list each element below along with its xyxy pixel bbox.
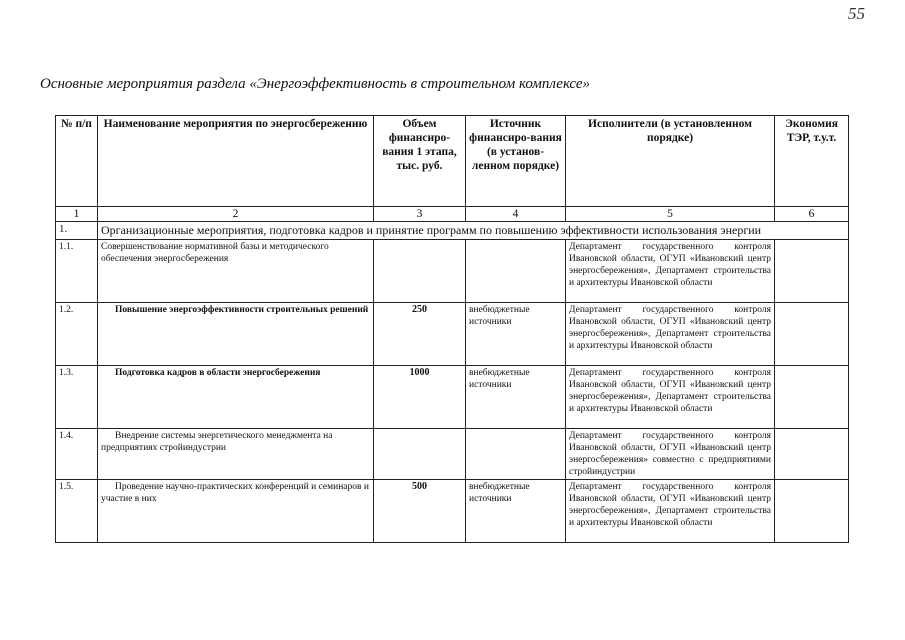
column-number: 5 (566, 207, 775, 222)
row-source (466, 429, 566, 480)
row-name-text: Повышение энергоэффективности строительных решений (115, 305, 369, 315)
row-executors: Департамент государственного контроля Ивановской области, ОГУП «Ивановский центр энергосбережения», Департамент строительства и архитектуры Ивановской области (566, 303, 775, 366)
row-volume (374, 240, 466, 303)
row-executors: Департамент государственного контроля Ивановской области, ОГУП «Ивановский центр энергосбережения», Департамент строительства и архитектуры Ивановской области (566, 480, 775, 543)
row-executors: Департамент государственного контроля Ивановской области, ОГУП «Ивановский центр энергосбережения» совместно с предприятиями стройиндустрии (566, 429, 775, 480)
row-volume: 250 (374, 303, 466, 366)
row-volume: 500 (374, 480, 466, 543)
column-number: 6 (775, 207, 849, 222)
row-volume: 1000 (374, 366, 466, 429)
document-title: Основные мероприятия раздела «Энергоэффективность в строительном комплексе» (40, 76, 591, 92)
table-row (56, 429, 849, 480)
row-savings (775, 366, 849, 429)
table-row (56, 240, 849, 303)
row-number: 1.4. (56, 429, 98, 480)
column-number: 4 (466, 207, 566, 222)
row-executors: Департамент государственного контроля Ивановской области, ОГУП «Ивановский центр энергосбережения», Департамент строительства и архитектуры Ивановской области (566, 240, 775, 303)
header-row (56, 116, 849, 207)
row-name-text: Подготовка кадров в области энергосбережения (115, 368, 321, 378)
column-number-row (56, 207, 849, 222)
measures-table (55, 115, 849, 543)
row-source: внебюджетные источники (466, 480, 566, 543)
row-savings (775, 303, 849, 366)
table-row (56, 366, 849, 429)
row-savings (775, 240, 849, 303)
table-row (56, 303, 849, 366)
header-num: № п/п (56, 116, 98, 207)
table-row (56, 480, 849, 543)
header-savings: Экономия ТЭР, т.у.т. (775, 116, 849, 207)
row-number: 1.1. (56, 240, 98, 303)
row-name (98, 480, 374, 543)
row-volume (374, 429, 466, 480)
page-number: 55 (848, 4, 865, 23)
row-name: Совершенствование нормативной базы и методического обеспечения энергосбережения (98, 240, 374, 303)
section-title: Организационные мероприятия, подготовка кадров и принятие программ по повышению эффективности использования энергии (98, 222, 849, 240)
row-number: 1.2. (56, 303, 98, 366)
header-executors: Исполнители (в установленном порядке) (566, 116, 775, 207)
header-source: Источник финансиро-вания (в установ-ленном порядке) (466, 116, 566, 207)
row-name (98, 303, 374, 366)
header-name: Наименование мероприятия по энергосбережению (98, 116, 374, 207)
row-executors: Департамент государственного контроля Ивановской области, ОГУП «Ивановский центр энергосбережения», Департамент строительства и архитектуры Ивановской области (566, 366, 775, 429)
column-number: 2 (98, 207, 374, 222)
section-number: 1. (56, 222, 98, 240)
section-row (56, 222, 849, 240)
row-savings (775, 480, 849, 543)
row-source: внебюджетные источники (466, 303, 566, 366)
row-name-text: Проведение научно-практических конференций и семинаров и участие в них (101, 482, 369, 504)
row-name (98, 429, 374, 480)
row-number: 1.3. (56, 366, 98, 429)
column-number: 1 (56, 207, 98, 222)
row-name (98, 366, 374, 429)
row-source (466, 240, 566, 303)
row-source: внебюджетные источники (466, 366, 566, 429)
header-volume: Объем финансиро-вания 1 этапа, тыс. руб. (374, 116, 466, 207)
row-number: 1.5. (56, 480, 98, 543)
column-number: 3 (374, 207, 466, 222)
row-savings (775, 429, 849, 480)
row-name-text: Внедрение системы энергетического менеджмента на предприятиях стройиндустрии (101, 431, 333, 453)
